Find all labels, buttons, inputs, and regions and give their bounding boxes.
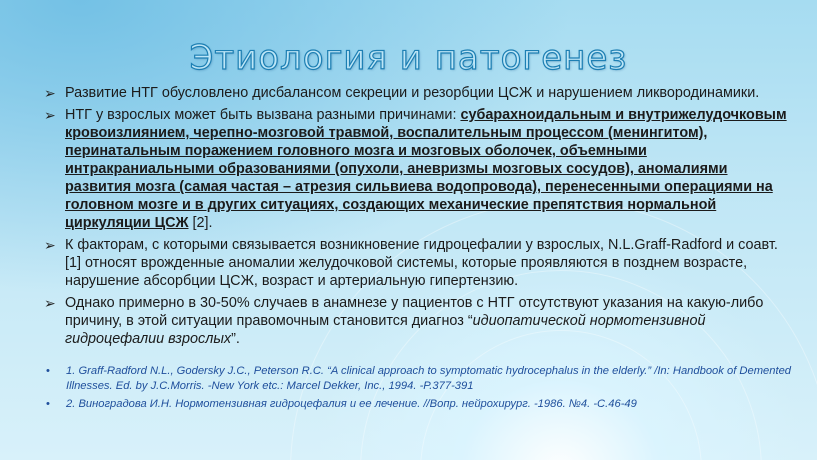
bullet-text: К факторам, с которыми связывается возникновение гидроцефалии у взрослых, N.L.Graff-Radford и соавт. [1] относят врожденные аномалии желудочковой системы, которые проявляются в позднем возрасте, нарушение абсорбции ЦСЖ, возраст и артериальную гипертензию. [65,237,778,289]
bullet-item [44,106,796,232]
bullet-text-italic: идиопатической нормотензивной гидроцефалии взрослых [65,313,706,347]
bullet-text-lead: Однако примерно в 30-50% случаев в анамнезе у пациентов с НТГ отсутствуют указания на какую-либо причину, в этой ситуации правомочным становится диагноз “ [65,295,764,329]
arrow-bullet-icon: ➢ [44,237,56,253]
arrow-bullet-icon: ➢ [44,85,56,101]
arrow-bullet-icon: ➢ [44,295,56,311]
bullet-text-tail: ”. [231,331,240,347]
bullet-text-highlight: субарахноидальным и внутрижелудочковым кровоизлиянием, черепно-мозговой травмой, воспалительным процессом (менингитом), перинатальным поражением головного мозга и мозговых оболочек, объемными интракраниальными образованиями (опухоли, аневризмы мозговых сосудов), аномалиями развития мозга (самая частая – атрезия сильвиева водопровода), перенесенными операциями на головном мозге и в других ситуациях, создающих механические препятствия нормальной циркуляции ЦСЖ [65,107,787,231]
reference-text: 1. Graff-Radford N.L., Godersky J.C., Peterson R.C. “A clinical approach to symptomatic hydrocephalus in the elderly.” /In: Handbook of Demented Illnesses. Ed. by J.C.Morris. -New York etc.: Marcel Dekker, Inc., 1994. -P.377-391 [66,365,792,392]
reference-item [46,364,798,393]
bullet-item [44,84,796,102]
bullet-text: Развитие НТГ обусловлено дисбалансом секреции и резорбции ЦСЖ и нарушением ликвородинамики. [65,85,760,101]
bullet-list [44,84,796,352]
dot-bullet-icon: • [46,365,50,377]
bullet-item [44,236,796,290]
reference-text: 2. Виноградова И.Н. Нормотензивная гидроцефалия и ее лечение. //Вопр. нейрохирург. -1986. №4. -С.46-49 [66,398,637,410]
slide-title: Этиология и патогенез [189,38,628,78]
reference-list [46,364,798,416]
bullet-item [44,294,796,348]
bullet-text-lead: НТГ у взрослых может быть вызвана разными причинами: [65,107,461,123]
dot-bullet-icon: • [46,398,50,410]
bullet-text-tail: [2]. [188,215,213,231]
reference-item [46,397,798,412]
arrow-bullet-icon: ➢ [44,107,56,123]
